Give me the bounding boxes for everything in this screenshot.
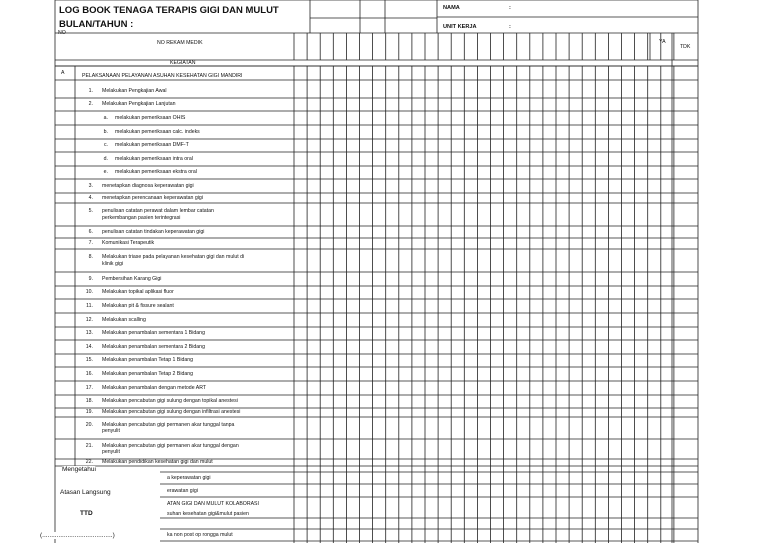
row-text-line: Melakukan topikal aplikasi fluor (102, 289, 174, 296)
row-text-line: Melakukan penambalan Tetap 1 Bidang (102, 357, 194, 364)
row-text-line: perkembangan pasien terintegrasi (102, 214, 181, 221)
row-number: 20. (85, 421, 93, 428)
row-number: 12. (85, 316, 93, 323)
row-text-line: Melakukan pencabutan gigi sulung dengan topikal anestesi (102, 398, 238, 405)
row-number: 10. (85, 289, 93, 296)
row-number: 8. (88, 254, 93, 261)
truncated-row-text: a keperawatan gigi (167, 475, 211, 481)
row-text-line: melakukan pemeriksaan intra oral (115, 155, 193, 162)
row-number: c. (103, 142, 108, 149)
row-text-line: melakukan pemeriksaan ekstra oral (115, 169, 197, 176)
row-text-line: Melakukan scalling (102, 316, 146, 323)
row-text-line: penulisan catatan tindakan keperawatan gigi (102, 228, 205, 235)
ya-header: YA (659, 39, 666, 45)
row-text-line: Melakukan penambalan dengan metode ART (102, 384, 207, 391)
row-text-line: menetapkan diagnosa keperawatan gigi (102, 182, 194, 189)
row-text-line: Melakukan penambalan sementara 2 Bidang (102, 343, 205, 350)
section-a-letter: A (61, 70, 65, 76)
row-text-line: menetapkan perencanaan keperawatan gigi (102, 194, 203, 201)
row-text-line: Melakukan penambalan sementara 1 Bidang (102, 330, 205, 337)
truncated-row-text: suhan kesehatan gigi&mulut pasien (167, 511, 249, 517)
row-number: 7. (88, 240, 93, 247)
mengetahui-label: Mengetahui (62, 466, 96, 473)
atasan-langsung-label: Atasan Langsung (60, 489, 111, 496)
row-text-line: Melakukan penambalan Tetap 2 Bidang (102, 370, 194, 377)
row-text-line: Melakukan triase pada pelayanan kesehatan gigi dan mulut di (102, 254, 245, 261)
signature-line: (.......................................) (40, 532, 115, 539)
row-number: b. (103, 128, 108, 135)
row-number: 15. (85, 357, 93, 364)
row-text-line: Melakukan pit & fissure sealant (102, 302, 174, 309)
row-text-line: melakukan pemeriksaan calc. indeks (115, 128, 200, 135)
kegiatan-header: KEGIATAN (170, 60, 196, 66)
row-number: 22. (85, 459, 93, 466)
row-text-line: melakukan pemeriksaan DMF-T (115, 142, 189, 149)
nama-colon: : (509, 5, 511, 11)
row-number: d. (103, 155, 108, 162)
row-text-line: penulisan catatan perawat dalam lembar catatan (102, 208, 214, 215)
unit-kerja-colon: : (509, 24, 511, 30)
row-number: 14. (85, 343, 93, 350)
row-number: 9. (88, 275, 93, 282)
row-number: 16. (85, 370, 93, 377)
unit-kerja-label: UNIT KERJA (443, 24, 477, 30)
row-number: 6. (88, 228, 93, 235)
row-text-line: Melakukan pencabutan gigi permanen akar tunggal dengan (102, 442, 239, 449)
row-text-line: Melakukan pendidikan kesehatan gigi dan mulut (102, 459, 213, 466)
row-text-line: Melakukan Pengkajian Awal (102, 87, 167, 94)
truncated-row-text: ka non post op rongga mulut (167, 532, 233, 538)
row-number: 2. (88, 101, 93, 108)
row-text-line: penyulit (102, 449, 120, 455)
row-text-line: penyulit (102, 428, 120, 434)
section-a-title: PELAKSANAAN PELAYANAN ASUHAN KESEHATAN GIGI MANDIRI (82, 73, 243, 79)
row-number: 17. (85, 384, 93, 391)
truncated-row-text: ATAN GIGI DAN MULUT KOLABORASI (167, 501, 259, 507)
row-text-line: Melakukan pencabutan gigi permanen akar tunggal tanpa (102, 421, 235, 428)
row-number: 19. (85, 409, 93, 416)
row-number: 1. (88, 87, 93, 94)
nama-label: NAMA (443, 5, 460, 11)
no-header: NO (58, 30, 66, 36)
row-text-line: Pembersihan Karang Gigi (102, 275, 162, 282)
row-text-line: klinik gigi (102, 260, 124, 267)
row-text-line: melakukan pemeriksaan OHIS (115, 114, 186, 121)
row-number: 21. (85, 442, 93, 449)
row-number: e. (103, 169, 108, 176)
title-line-2: BULAN/TAHUN : (59, 19, 134, 30)
row-text-line: Komunikasi Terapeutik (102, 240, 155, 247)
title-line-1: LOG BOOK TENAGA TERAPIS GIGI DAN MULUT (59, 5, 279, 16)
row-number: 11. (86, 302, 93, 309)
row-number: 13. (85, 330, 93, 337)
row-text-line: Melakukan pencabutan gigi sulung dengan infiltrasi anestesi (102, 409, 241, 416)
row-number: 18. (85, 398, 93, 405)
ttd-label: TTD (80, 510, 93, 517)
row-number: 4. (88, 194, 93, 201)
truncated-row-text: erawatan gigi (167, 488, 198, 494)
rekam-medik-header: NO REKAM MEDIK (157, 40, 203, 46)
row-text-line: Melakukan Pengkajian Lanjutan (102, 101, 176, 108)
tdk-header: TDK (680, 44, 691, 50)
row-number: 3. (88, 182, 93, 189)
row-number: 5. (88, 208, 93, 215)
row-number: a. (103, 114, 108, 121)
